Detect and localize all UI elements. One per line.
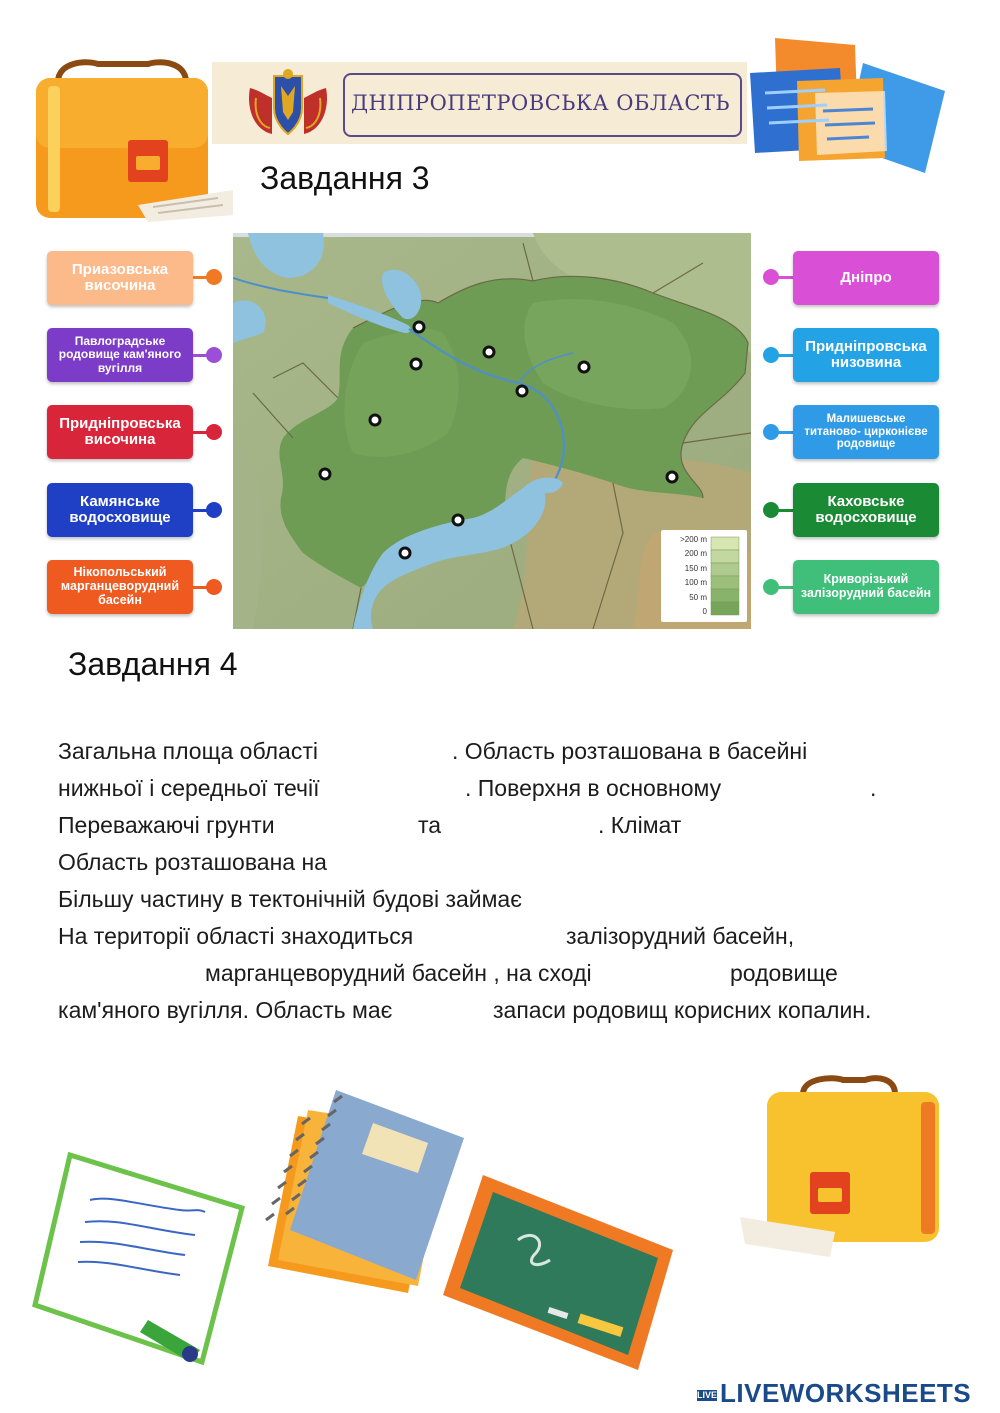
map-target-point xyxy=(320,469,330,479)
label-connector xyxy=(775,509,795,512)
text-line: Більшу частину в тектонічній будові займає xyxy=(58,886,522,912)
region-title: ДНІПРОПЕТРОВСЬКА ОБЛАСТЬ xyxy=(350,91,731,115)
legend-label: 0 xyxy=(702,607,707,616)
map-target-point xyxy=(411,359,421,369)
legend-label: 50 m xyxy=(689,593,707,602)
text-line: . Область розташована в басейні xyxy=(452,738,808,764)
connector-dot[interactable] xyxy=(206,579,222,595)
label-connector xyxy=(775,276,795,279)
map-target-point xyxy=(453,515,463,525)
connector-dot[interactable] xyxy=(206,424,222,440)
region-map xyxy=(233,233,751,629)
legend-label: >200 m xyxy=(680,535,707,544)
label-pryazovska-vysochyna[interactable]: Приазовська височина xyxy=(47,251,193,305)
text-line: . Поверхня в основному xyxy=(465,775,722,801)
brand-text: LIVEWORKSHEETS xyxy=(720,1378,972,1408)
label-malyshevske-deposit[interactable]: Малишевське титаново- цирконієве родовище xyxy=(793,405,939,459)
text-line: залізорудний басейн, xyxy=(566,923,795,949)
brand-badge: LIVE xyxy=(697,1389,718,1400)
task3-title: Завдання 3 xyxy=(260,160,430,196)
label-kamianske-reservoir[interactable]: Камянське водосховище xyxy=(47,483,193,537)
map-target-point xyxy=(400,548,410,558)
connector-dot[interactable] xyxy=(206,502,222,518)
label-connector xyxy=(775,354,795,357)
connector-dot[interactable] xyxy=(206,347,222,363)
legend-label: 100 m xyxy=(684,578,707,587)
label-prydniprovska-vysochyna[interactable]: Придніпровська височина xyxy=(47,405,193,459)
text-line: та xyxy=(418,812,442,838)
label-nikopol-manganese[interactable]: Нікопольський марганцеворудний басейн xyxy=(47,560,193,614)
text-line: На території області знаходиться xyxy=(58,923,414,949)
text-line: родовище xyxy=(730,960,838,986)
text-line: Переважаючі грунти xyxy=(58,812,275,838)
label-connector xyxy=(775,586,795,589)
text-line: Область розташована на xyxy=(58,849,327,875)
map-target-point xyxy=(414,322,424,332)
text-line: нижньої і середньої течії xyxy=(58,775,320,801)
text-line: марганцеворудний басейн , на сході xyxy=(205,960,592,986)
map-target-point xyxy=(667,472,677,482)
legend-label: 150 m xyxy=(684,564,707,573)
label-kryvyi-rih-iron[interactable]: Криворізький залізорудний басейн xyxy=(793,560,939,614)
legend-label: 200 m xyxy=(684,549,707,558)
text-line: запаси родовищ корисних копалин. xyxy=(493,997,872,1023)
chalkboard-icon xyxy=(438,1170,678,1375)
text-line: . xyxy=(870,775,877,801)
briefcase-icon xyxy=(28,50,238,225)
briefcase-icon xyxy=(735,1072,945,1262)
coat-of-arms-icon xyxy=(244,68,332,140)
text-line: . Клімат xyxy=(598,812,682,838)
map-target-point xyxy=(484,347,494,357)
connector-dot[interactable] xyxy=(206,269,222,285)
whiteboard-icon xyxy=(30,1150,245,1365)
map-target-point xyxy=(517,386,527,396)
label-prydniprovska-nyzovyna[interactable]: Придніпровська низовина xyxy=(793,328,939,382)
liveworksheets-brand[interactable] xyxy=(697,1378,971,1409)
text-line: кам'яного вугілля. Область має xyxy=(58,997,393,1023)
label-dnipro-river[interactable]: Дніпро xyxy=(793,251,939,305)
text-line: Загальна площа області xyxy=(58,738,318,764)
label-pavlohrad-coal[interactable]: Павлоградське родовище кам'яного вугілля xyxy=(47,328,193,382)
label-connector xyxy=(775,431,795,434)
label-kakhovka-reservoir[interactable]: Каховське водосховище xyxy=(793,483,939,537)
task4-title: Завдання 4 xyxy=(68,646,238,682)
map-target-point xyxy=(370,415,380,425)
sticky-notes-icon xyxy=(745,33,955,173)
map-target-point xyxy=(579,362,589,372)
